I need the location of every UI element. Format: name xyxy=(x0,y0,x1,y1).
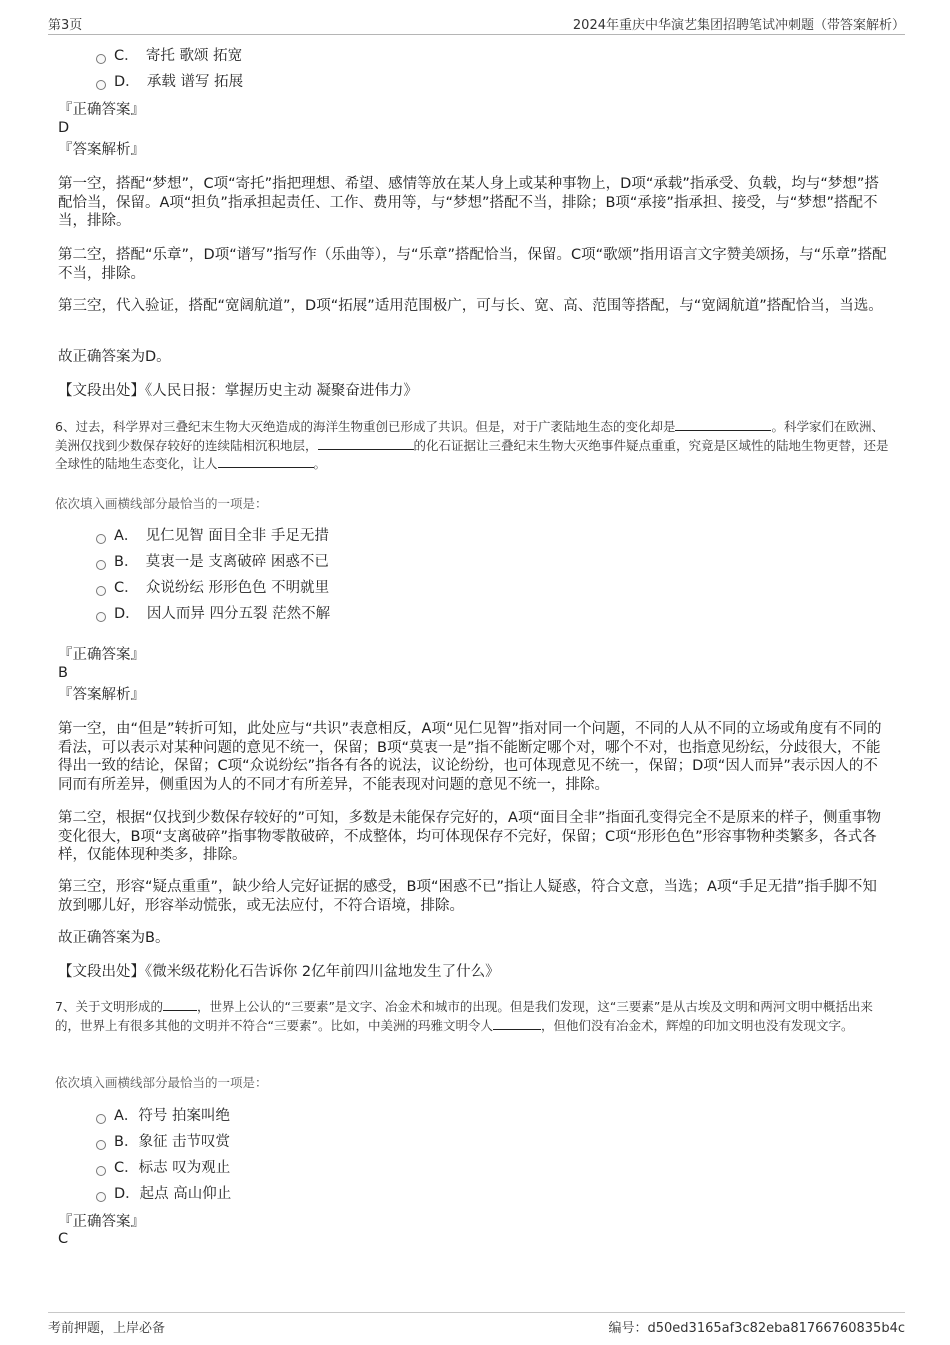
radio-icon[interactable] xyxy=(96,560,106,570)
radio-icon[interactable] xyxy=(96,612,106,622)
footer-slogan: 考前押题，上岸必备 xyxy=(48,1321,166,1336)
analysis-paragraph: 第一空，搭配“梦想”，C项“寄托”指把理想、希望、感情等放在某人身上或某种事物上，D项“承载”指承受、负载，均与“梦想”搭配恰当，保留。A项“担负”指承担起责任、工作、费用等，与“梦想”搭配不当，排除；B项“承接”指承担、接受，与“梦想”搭配不当，排除。 xyxy=(58,176,879,229)
blank-line xyxy=(675,418,771,431)
document-title: 2024年重庆中华演艺集团招聘笔试冲刺题（带答案解析） xyxy=(572,18,905,33)
answer-value: B xyxy=(58,665,68,681)
analysis-paragraph: 第三空，形容“疑点重重”，缺少给人完好证据的感受，B项“困惑不已”指让人疑惑，符合文意，当选；A项“手足无措”指手脚不知放到哪儿好，形容举动慌张，或无法应付，不符合语境，排除。 xyxy=(58,879,877,914)
radio-icon[interactable] xyxy=(96,534,106,544)
radio-icon[interactable] xyxy=(96,1192,106,1202)
document-id: 编号：d50ed3165af3c82eba81766760835b4c xyxy=(608,1321,905,1336)
question-stem: 7、关于文明形成的 ，世界上公认的“三要素”是文字、冶金术和城市的出现。但是我们发现，这“三要素”是从古埃及文明和两河文明中概括出来的，世界上有很多其他的文明并不符合“三要素”。比如，中美洲的玛雅文明令人 ，但他们没有冶金术，辉煌的印加文明也没有发现文字。 xyxy=(55,999,873,1033)
radio-icon[interactable] xyxy=(96,80,106,90)
radio-icon[interactable] xyxy=(96,1114,106,1124)
blank-line xyxy=(318,437,414,450)
answer-value: D xyxy=(58,120,70,136)
analysis-paragraph: 第二空，根据“仅找到少数保存较好的”可知，多数是未能保存完好的，A项“面目全非”指面孔变得完全不是原来的样子，侧重事物变化很大，B项“支离破碎”指事物零散破碎，不成整体，均可体现保存不完好，保留；C项“形形色色”形容事物种类繁多，各式各样，仅能体现种类多，排除。 xyxy=(58,810,881,863)
radio-icon[interactable] xyxy=(96,54,106,64)
blank-line xyxy=(218,455,314,468)
analysis-label: 『答案解析』 xyxy=(58,687,145,703)
answer-label: 『正确答案』 xyxy=(58,102,145,118)
radio-icon[interactable] xyxy=(96,586,106,596)
analysis-conclusion: 故正确答案为B。 xyxy=(58,930,170,946)
page-number: 第3页 xyxy=(48,18,83,33)
radio-icon[interactable] xyxy=(96,1166,106,1176)
question-prompt: 依次填入画横线部分最恰当的一项是： xyxy=(55,496,268,511)
analysis-label: 『答案解析』 xyxy=(58,142,145,158)
page-footer xyxy=(48,1312,905,1336)
answer-label: 『正确答案』 xyxy=(58,1214,145,1230)
page-header xyxy=(48,14,905,35)
analysis-paragraph: 第三空，代入验证，搭配“宽阔航道”，D项“拓展”适用范围极广，可与长、宽、高、范围等搭配，与“宽阔航道”搭配恰当，当选。 xyxy=(58,298,883,314)
answer-value: C xyxy=(58,1231,69,1247)
question-prompt: 依次填入画横线部分最恰当的一项是： xyxy=(55,1075,268,1090)
radio-icon[interactable] xyxy=(96,1140,106,1150)
blank-line xyxy=(493,1017,541,1030)
source-citation: 【文段出处】《微米级花粉化石告诉你 2亿年前四川盆地发生了什么》 xyxy=(58,964,500,980)
analysis-conclusion: 故正确答案为D。 xyxy=(58,349,171,365)
analysis-paragraph: 第一空，由“但是”转折可知，此处应与“共识”表意相反，A项“见仁见智”指对同一个问题，不同的人从不同的立场或角度有不同的看法，可以表示对某种问题的意见不统一，保留；B项“莫衷一是”指不能断定哪个对，哪个不对，也指意见纷纭，分歧很大，不能得出一致的结论，保留；C项“众说纷纭”指各有各的说法，议论纷纷，也可体现意见不统一，保留；D项“因人而异”表示因人的不同而有所差异，侧重因为人的不同才有所差异，不能表现对问题的意见不统一，排除。 xyxy=(58,721,882,793)
analysis-paragraph: 第二空，搭配“乐章”，D项“谱写”指写作（乐曲等），与“乐章”搭配恰当，保留。C项“歌颂”指用语言文字赞美颂扬，与“乐章”搭配不当，排除。 xyxy=(58,247,887,282)
source-citation: 【文段出处】《人民日报：掌握历史主动 凝聚奋进伟力》 xyxy=(58,383,418,399)
blank-line xyxy=(163,998,197,1011)
question-stem: 6、过去，科学界对三叠纪末生物大灭绝造成的海洋生物重创已形成了共识。但是，对于广袤陆地生态的变化却是 。科学家们在欧洲、美洲仅找到少数保存较好的连续陆相沉积地层， 的化石证据让三叠纪末生物大灭绝事件疑点重重，究竟是区域性的陆地生物更替，还是全球性的陆地生态变化，让人 。 xyxy=(55,419,889,471)
answer-label: 『正确答案』 xyxy=(58,647,145,663)
